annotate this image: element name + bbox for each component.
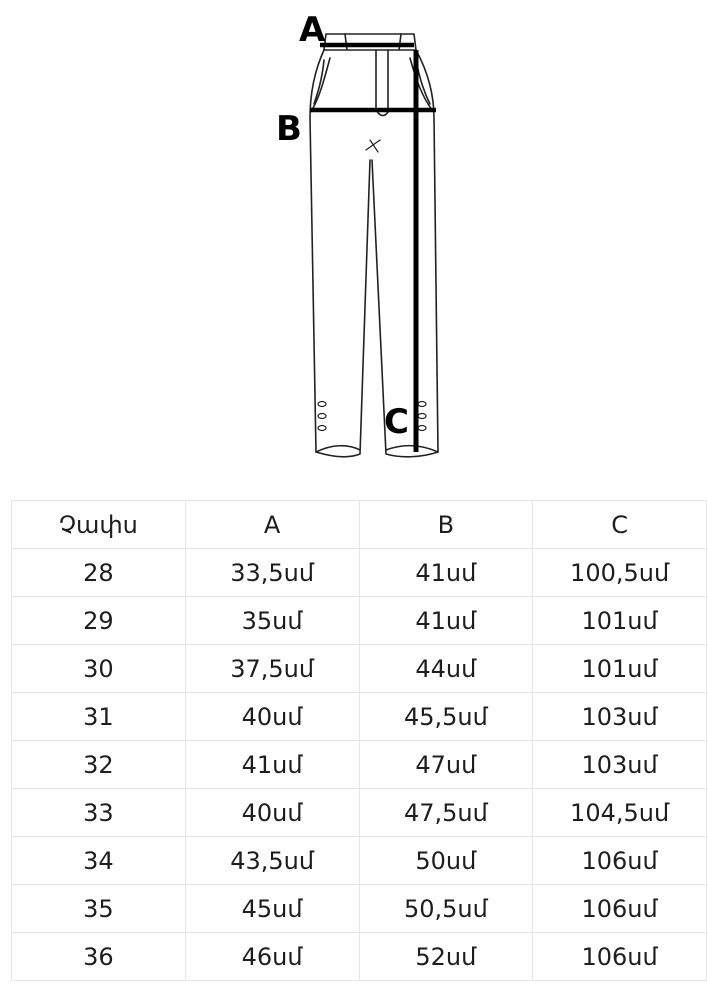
table-row (12, 645, 707, 693)
cell-a: 43,5սմ (185, 837, 359, 885)
table-header-row (12, 501, 707, 549)
cell-c: 104,5սմ (533, 789, 707, 837)
cell-b: 50,5սմ (359, 885, 533, 933)
cell-size: 30 (12, 645, 186, 693)
label-b: B (276, 109, 302, 149)
table-row (12, 837, 707, 885)
cell-a: 37,5սմ (185, 645, 359, 693)
cell-c: 101սմ (533, 597, 707, 645)
cell-a: 41սմ (185, 741, 359, 789)
cell-size: 31 (12, 693, 186, 741)
cell-b: 52սմ (359, 933, 533, 981)
cell-size: 32 (12, 741, 186, 789)
table-row (12, 693, 707, 741)
cell-size: 36 (12, 933, 186, 981)
cell-b: 41սմ (359, 597, 533, 645)
table-row (12, 549, 707, 597)
size-chart-table (11, 500, 707, 981)
cell-c: 103սմ (533, 741, 707, 789)
cell-a: 45սմ (185, 885, 359, 933)
label-c: C (384, 402, 409, 442)
header-a: A (185, 501, 359, 549)
table-row (12, 789, 707, 837)
cell-size: 35 (12, 885, 186, 933)
pants-illustration (0, 0, 707, 470)
header-b: B (359, 501, 533, 549)
label-a: A (299, 10, 326, 50)
cell-b: 47սմ (359, 741, 533, 789)
cell-size: 28 (12, 549, 186, 597)
cell-size: 29 (12, 597, 186, 645)
cell-size: 34 (12, 837, 186, 885)
table-row (12, 597, 707, 645)
cell-b: 45,5սմ (359, 693, 533, 741)
cell-c: 100,5սմ (533, 549, 707, 597)
header-c: C (533, 501, 707, 549)
cell-a: 33,5սմ (185, 549, 359, 597)
cell-a: 40սմ (185, 693, 359, 741)
cell-b: 50սմ (359, 837, 533, 885)
table-row (12, 885, 707, 933)
cell-a: 46սմ (185, 933, 359, 981)
cell-a: 35սմ (185, 597, 359, 645)
cell-size: 33 (12, 789, 186, 837)
cell-c: 101սմ (533, 645, 707, 693)
cell-a: 40սմ (185, 789, 359, 837)
pants-measurement-diagram (0, 0, 707, 470)
header-size: Չափս (12, 501, 186, 549)
table-row (12, 933, 707, 981)
cell-c: 106սմ (533, 933, 707, 981)
cell-b: 47,5սմ (359, 789, 533, 837)
table-row (12, 741, 707, 789)
cell-c: 103սմ (533, 693, 707, 741)
cell-c: 106սմ (533, 837, 707, 885)
cell-b: 41սմ (359, 549, 533, 597)
cell-c: 106սմ (533, 885, 707, 933)
cell-b: 44սմ (359, 645, 533, 693)
